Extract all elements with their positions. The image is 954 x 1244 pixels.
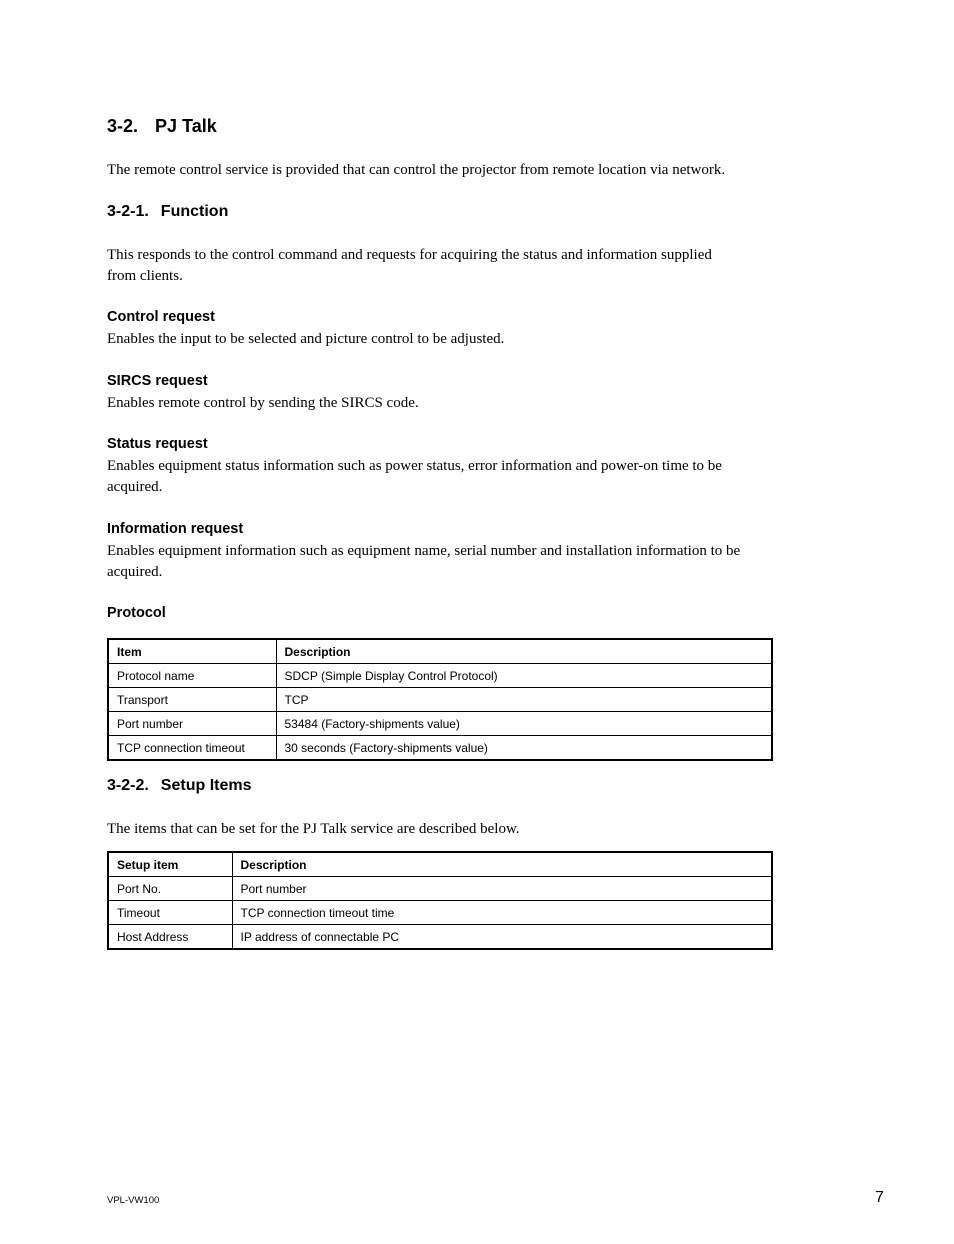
section-title: PJ Talk xyxy=(155,116,217,136)
function-intro-line2: from clients. xyxy=(107,268,183,284)
function-number: 3-2-1. xyxy=(107,203,149,220)
function-heading xyxy=(107,203,228,221)
table-cell: SDCP (Simple Display Control Protocol) xyxy=(276,664,772,688)
information-request-heading: Information request xyxy=(107,521,244,537)
table-cell: TCP connection timeout xyxy=(108,736,276,761)
table-cell: Host Address xyxy=(108,925,232,950)
table-cell: 53484 (Factory-shipments value) xyxy=(276,712,772,736)
table-cell: Port number xyxy=(232,877,772,901)
control-request-heading: Control request xyxy=(107,309,215,325)
table-cell: Port No. xyxy=(108,877,232,901)
setup-number: 3-2-2. xyxy=(107,777,149,794)
table-header-row xyxy=(108,639,772,664)
setup-intro: The items that can be set for the PJ Talk service are described below. xyxy=(107,821,520,837)
table-header-row xyxy=(108,852,772,877)
information-request-line2: acquired. xyxy=(107,564,163,580)
function-title: Function xyxy=(160,203,229,220)
table-row xyxy=(108,877,772,901)
table-cell: Protocol name xyxy=(108,664,276,688)
setup-heading xyxy=(107,777,251,795)
control-request-text: Enables the input to be selected and picture control to be adjusted. xyxy=(107,331,505,347)
sircs-request-heading: SIRCS request xyxy=(107,373,208,389)
sircs-request-text: Enables remote control by sending the SIRCS code. xyxy=(107,395,419,411)
information-request-line1: Enables equipment information such as equipment name, serial number and installation information to be xyxy=(107,543,741,559)
table-header-cell: Item xyxy=(108,639,276,664)
table-cell: Timeout xyxy=(108,901,232,925)
setup-title: Setup Items xyxy=(160,777,252,794)
table-cell: Port number xyxy=(108,712,276,736)
table-cell: TCP connection timeout time xyxy=(232,901,772,925)
table-row xyxy=(108,901,772,925)
table-cell: TCP xyxy=(276,688,772,712)
protocol-table xyxy=(107,638,773,761)
table-cell: Transport xyxy=(108,688,276,712)
section-number: 3-2. xyxy=(107,116,139,136)
table-header-cell: Description xyxy=(232,852,772,877)
protocol-heading: Protocol xyxy=(107,605,166,621)
setup-table xyxy=(107,851,773,950)
table-row xyxy=(108,712,772,736)
section-intro: The remote control service is provided that can control the projector from remote location via network. xyxy=(107,162,726,178)
table-header-cell: Setup item xyxy=(108,852,232,877)
status-request-line2: acquired. xyxy=(107,479,163,495)
page-number: 7 xyxy=(875,1189,884,1206)
status-request-line1: Enables equipment status information such as power status, error information and power-on time to be xyxy=(107,458,722,474)
status-request-text xyxy=(107,456,773,498)
table-cell: IP address of connectable PC xyxy=(232,925,772,950)
function-intro xyxy=(107,245,773,287)
table-row xyxy=(108,736,772,761)
table-row xyxy=(108,925,772,950)
table-header-cell: Description xyxy=(276,639,772,664)
footer-model: VPL-VW100 xyxy=(107,1195,160,1206)
table-row xyxy=(108,664,772,688)
function-intro-line1: This responds to the control command and requests for acquiring the status and information supplied xyxy=(107,247,712,263)
table-row xyxy=(108,688,772,712)
section-heading xyxy=(107,116,217,137)
information-request-text xyxy=(107,541,773,583)
table-cell: 30 seconds (Factory-shipments value) xyxy=(276,736,772,761)
status-request-heading: Status request xyxy=(107,436,208,452)
